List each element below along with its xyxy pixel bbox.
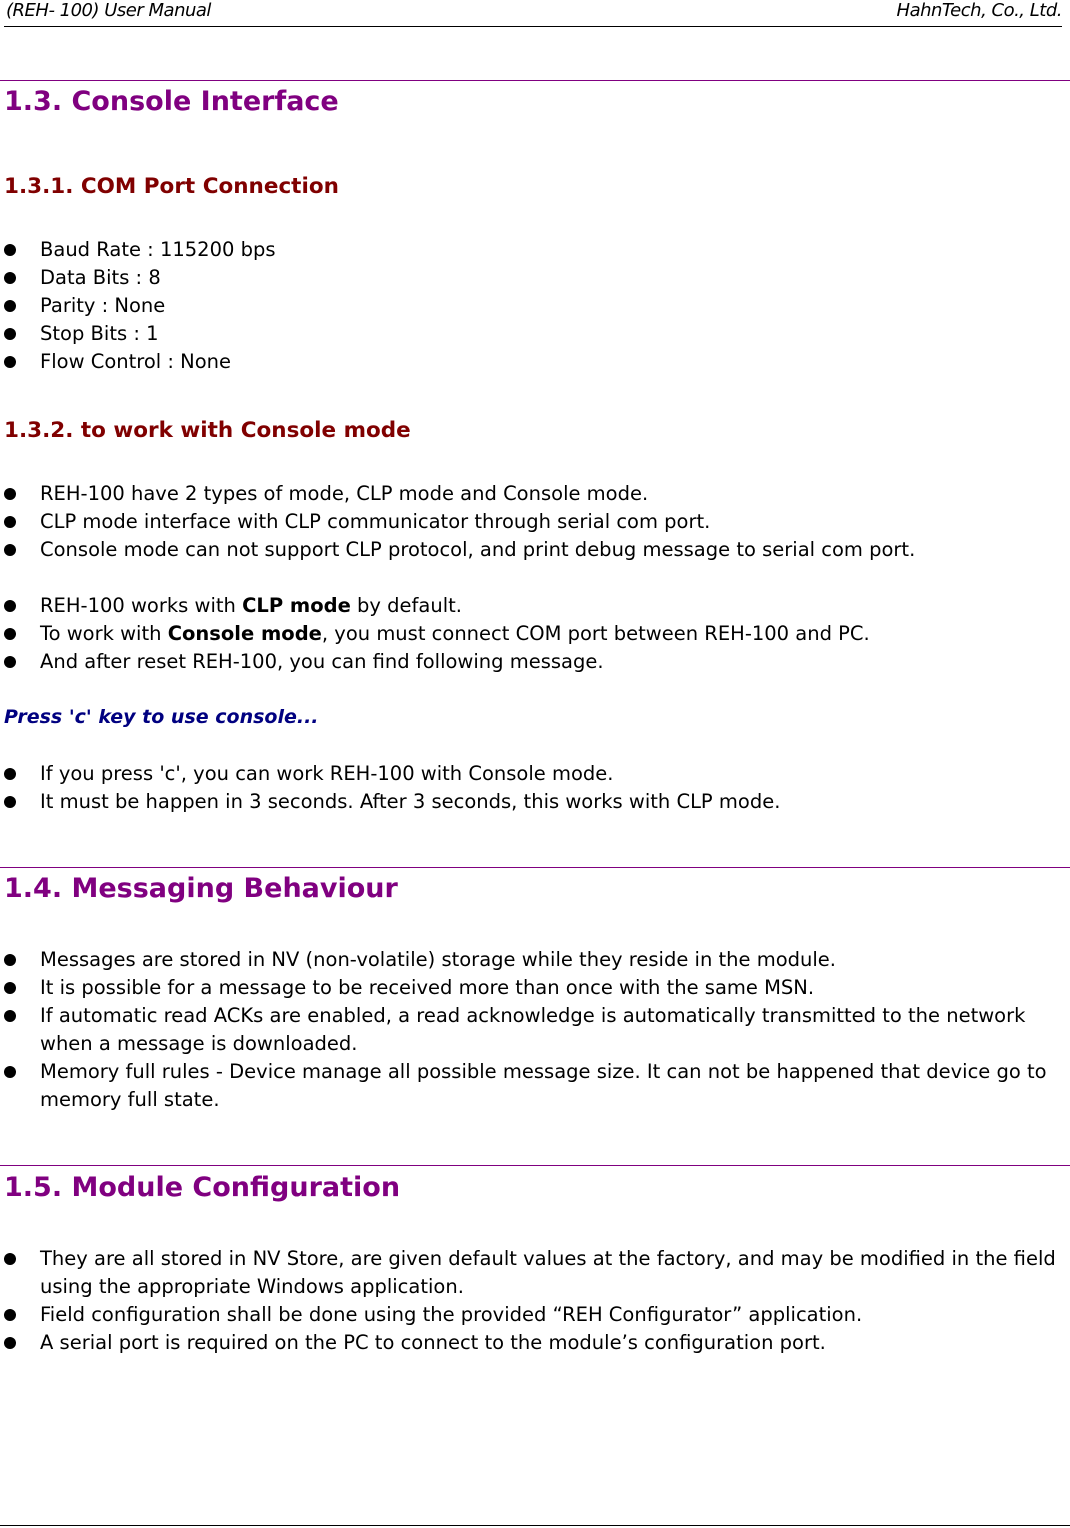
header-company: HahnTech, Co., Ltd. — [896, 0, 1062, 21]
list-item: If automatic read ACKs are enabled, a read acknowledge is automatically transmitted to the network when a message is downloaded. — [0, 1002, 1070, 1058]
list-item: Console mode can not support CLP protocol, and print debug message to serial com port. — [0, 536, 1070, 564]
subsection-1-3-1-title: 1.3.1. COM Port Connection — [4, 174, 339, 199]
list-item: Data Bits : 8 — [0, 264, 1070, 292]
section-divider — [0, 80, 1070, 81]
section-divider — [0, 867, 1070, 868]
section-divider — [0, 1165, 1070, 1166]
messaging-behaviour-list — [0, 946, 1070, 1114]
list-item: Flow Control : None — [0, 348, 1070, 376]
list-item: REH-100 works with CLP mode by default. — [0, 592, 1070, 620]
section-1-3-title: 1.3. Console Interface — [4, 86, 339, 117]
list-item: Parity : None — [0, 292, 1070, 320]
section-1-4-title: 1.4. Messaging Behaviour — [4, 873, 398, 904]
section-1-5-title: 1.5. Module Configuration — [4, 1172, 401, 1203]
page-footer-rule — [0, 1525, 1070, 1526]
list-item: CLP mode interface with CLP communicator through serial com port. — [0, 508, 1070, 536]
module-configuration-list — [0, 1245, 1070, 1357]
list-item: Memory full rules - Device manage all possible message size. It can not be happened that device go to memory full state. — [0, 1058, 1070, 1114]
com-port-settings-list — [0, 236, 1070, 376]
list-item: Messages are stored in NV (non-volatile) storage while they reside in the module. — [0, 946, 1070, 974]
list-item: It is possible for a message to be received more than once with the same MSN. — [0, 974, 1070, 1002]
clp-mode-bold: CLP mode — [242, 594, 351, 617]
list-item: Stop Bits : 1 — [0, 320, 1070, 348]
list-item: Baud Rate : 115200 bps — [0, 236, 1070, 264]
console-mode-list-1 — [0, 480, 1070, 564]
list-item: Field configuration shall be done using the provided “REH Configurator” application. — [0, 1301, 1070, 1329]
list-item: A serial port is required on the PC to connect to the module’s configuration port. — [0, 1329, 1070, 1357]
list-item: If you press 'c', you can work REH-100 with Console mode. — [0, 760, 1070, 788]
subsection-1-3-2-title: 1.3.2. to work with Console mode — [4, 418, 411, 443]
console-mode-bold: Console mode — [167, 622, 322, 645]
list-item: They are all stored in NV Store, are given default values at the factory, and may be modified in the field using the appropriate Windows application. — [0, 1245, 1070, 1301]
console-mode-list-2 — [0, 592, 1070, 676]
header-manual-title: (REH- 100) User Manual — [6, 0, 211, 21]
list-item: And after reset REH-100, you can find following message. — [0, 648, 1070, 676]
page-header — [4, 0, 1062, 27]
console-prompt-message: Press 'c' key to use console... — [4, 706, 319, 728]
list-item: To work with Console mode, you must connect COM port between REH-100 and PC. — [0, 620, 1070, 648]
console-mode-list-3 — [0, 760, 1070, 816]
list-item: REH-100 have 2 types of mode, CLP mode and Console mode. — [0, 480, 1070, 508]
list-item: It must be happen in 3 seconds. After 3 seconds, this works with CLP mode. — [0, 788, 1070, 816]
